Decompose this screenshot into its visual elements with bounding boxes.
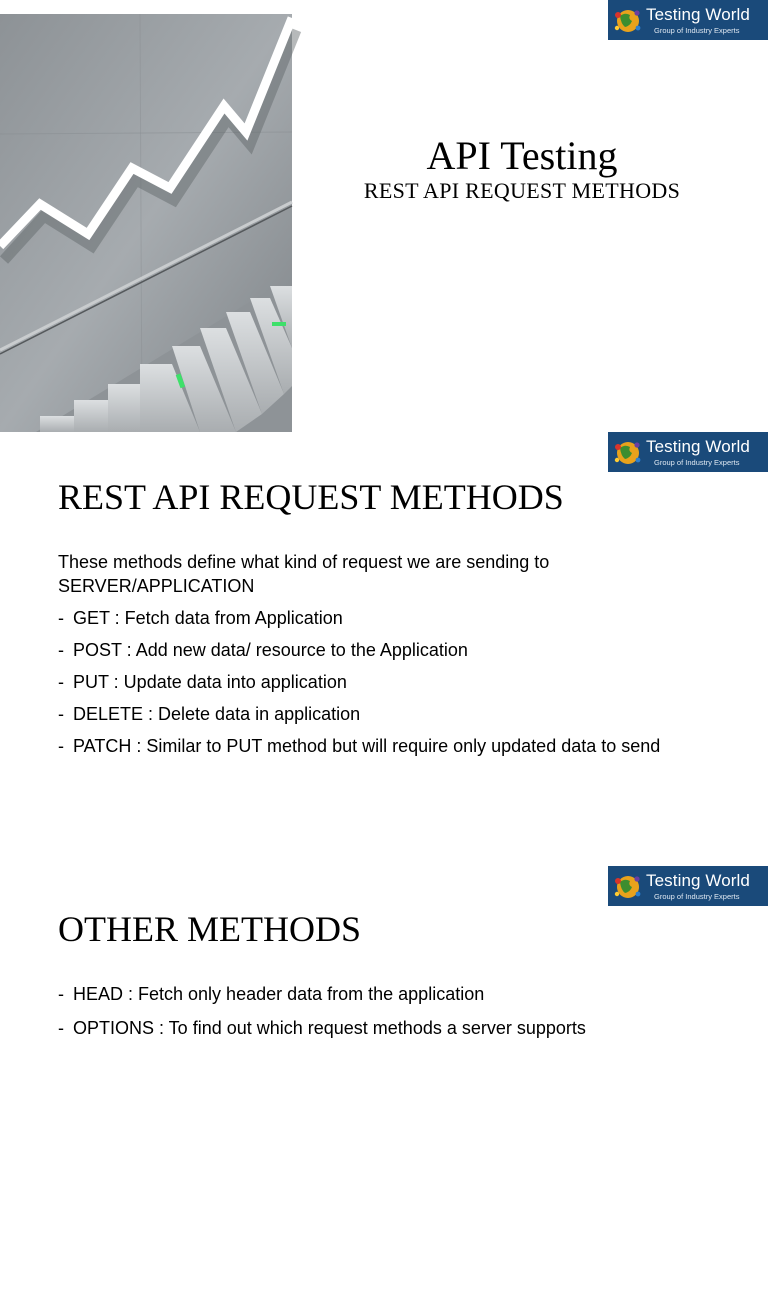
slide-body: [58, 982, 718, 1048]
testing-world-logo: [608, 866, 768, 906]
bullet-marker: -: [58, 736, 64, 756]
slide-title: API Testing: [426, 133, 618, 178]
method-put: PUT : Update data into application: [73, 672, 347, 692]
list-item: [58, 606, 718, 630]
logo-name: Testing World: [646, 870, 750, 890]
method-list: [58, 606, 718, 758]
intro-text: These methods define what kind of request we are sending to SERVER/APPLICATION: [58, 552, 550, 596]
list-item: [58, 982, 718, 1006]
list-item: [58, 734, 718, 758]
method-post: POST : Add new data/ resource to the Application: [73, 640, 468, 660]
logo-tagline: Group of Industry Experts: [654, 457, 740, 467]
logo-name: Testing World: [646, 436, 750, 456]
methods-slide: [0, 432, 768, 864]
bullet-marker: -: [58, 608, 64, 628]
slide-heading: OTHER METHODS: [58, 909, 361, 949]
bullet-marker: -: [58, 1018, 64, 1038]
bullet-marker: -: [58, 984, 64, 1004]
method-patch: PATCH : Similar to PUT method but will require only updated data to send: [73, 736, 661, 756]
rising-graph-staircase-image: [0, 14, 292, 432]
list-item: [58, 702, 718, 726]
testing-world-logo: [608, 432, 768, 472]
bullet-marker: -: [58, 672, 64, 692]
list-item: [58, 638, 718, 662]
globe-icon: [608, 866, 646, 906]
other-methods-slide: [0, 864, 768, 1296]
list-item: [58, 1016, 718, 1040]
globe-icon: [608, 432, 646, 472]
globe-icon: [608, 0, 646, 40]
logo-name: Testing World: [646, 4, 750, 24]
method-head: HEAD : Fetch only header data from the application: [73, 984, 485, 1004]
logo-tagline: Group of Industry Experts: [654, 25, 740, 35]
title-slide: [0, 0, 768, 432]
slide-body: [58, 550, 718, 766]
bullet-marker: -: [58, 640, 64, 660]
slide-subtitle: REST API REQUEST METHODS: [363, 178, 681, 203]
bullet-marker: -: [58, 704, 64, 724]
method-delete: DELETE : Delete data in application: [73, 704, 361, 724]
testing-world-logo: [608, 0, 768, 40]
method-list: [58, 982, 718, 1040]
method-options: OPTIONS : To find out which request methods a server supports: [73, 1018, 586, 1038]
logo-tagline: Group of Industry Experts: [654, 891, 740, 901]
method-get: GET : Fetch data from Application: [73, 608, 343, 628]
slide-heading: REST API REQUEST METHODS: [58, 477, 564, 517]
list-item: [58, 670, 718, 694]
